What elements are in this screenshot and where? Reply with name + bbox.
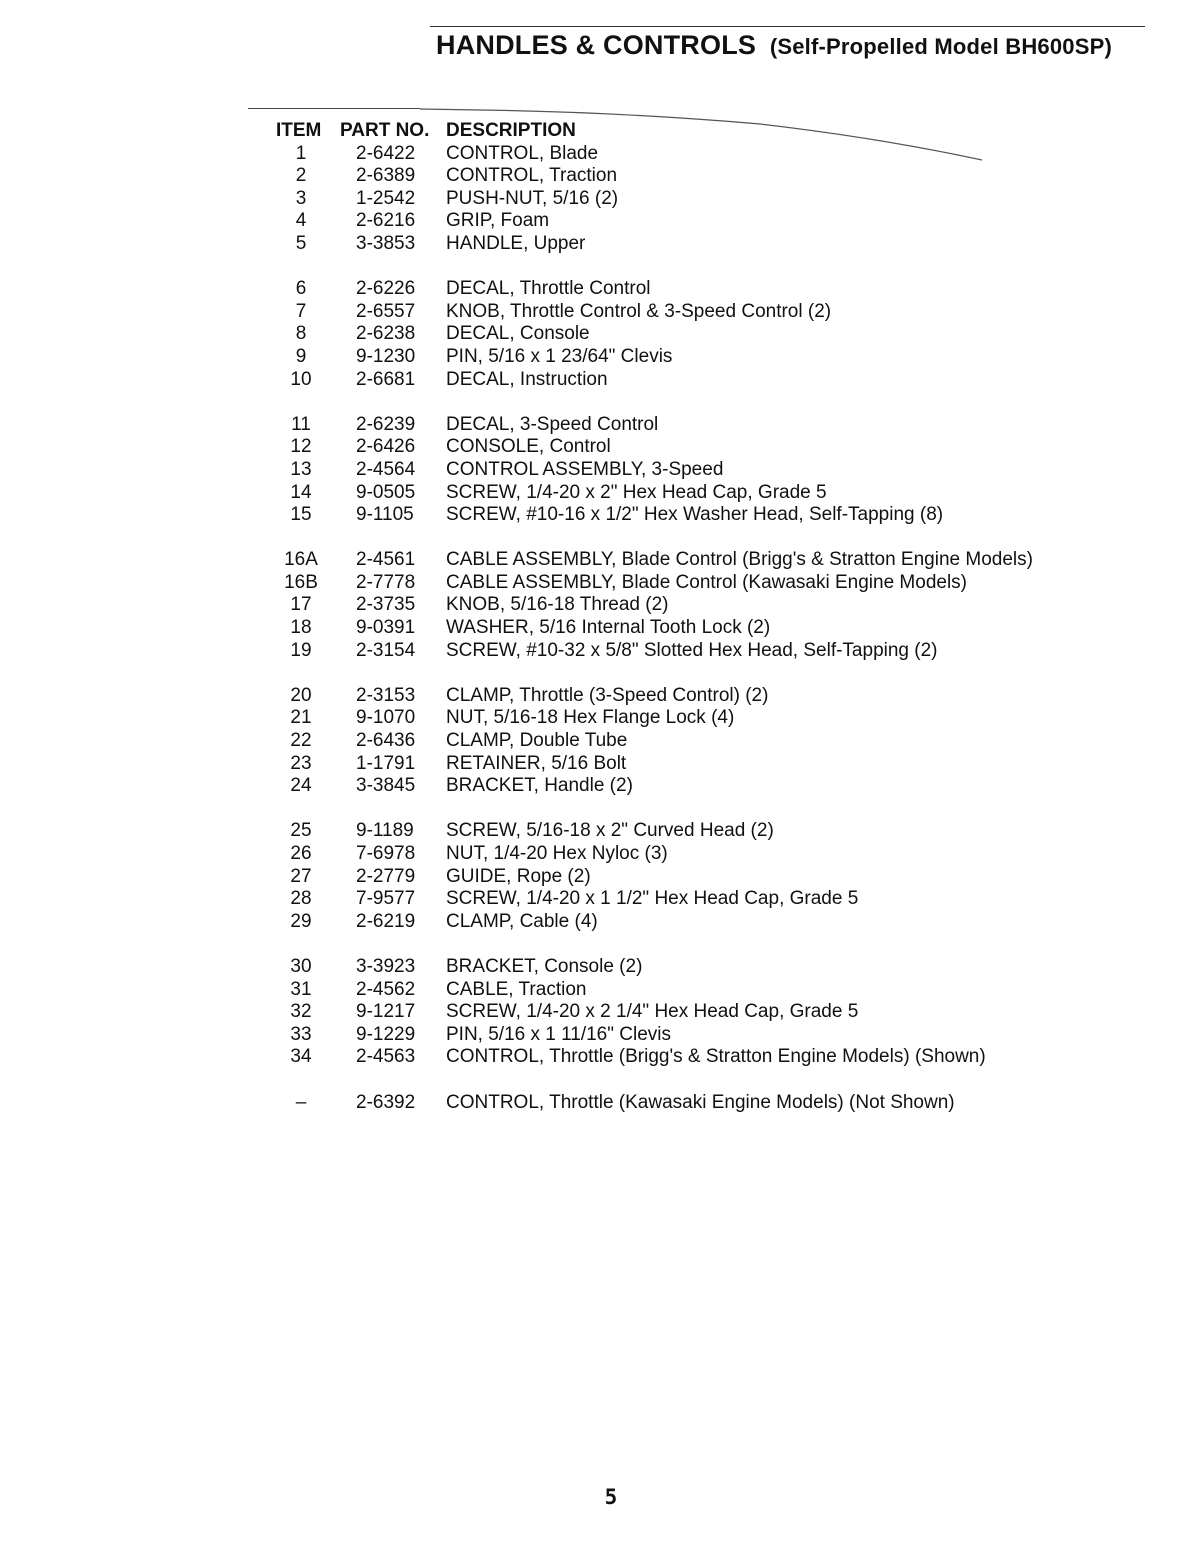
part-description: HANDLE, Upper [446, 232, 586, 254]
item-number: 3 [295, 187, 307, 209]
part-number: 7-6978 [356, 843, 416, 864]
table-row [270, 640, 1150, 663]
table-row [270, 1024, 1150, 1047]
part-description: RETAINER, 5/16 Bolt [446, 752, 627, 774]
item-number: 34 [290, 1046, 312, 1068]
item-number: 28 [290, 888, 312, 910]
table-row [270, 188, 1150, 211]
table-row [270, 233, 1150, 256]
part-number: 2-6226 [356, 278, 416, 300]
part-description: CONTROL, Traction [446, 165, 618, 187]
part-number: 2-6239 [356, 413, 416, 435]
item-number: 14 [290, 481, 312, 503]
table-row [270, 617, 1150, 640]
table-row [270, 346, 1150, 369]
part-description: BRACKET, Handle (2) [446, 775, 633, 797]
item-number: 18 [290, 617, 312, 639]
part-number: 3-3845 [356, 775, 416, 797]
part-number: 2-3154 [356, 639, 416, 661]
table-row [270, 504, 1150, 527]
part-description: KNOB, Throttle Control & 3-Speed Control (2) [446, 300, 832, 322]
item-number: 2 [295, 165, 307, 187]
table-row [270, 482, 1150, 505]
part-description: CLAMP, Double Tube [446, 730, 628, 752]
part-description: CABLE ASSEMBLY, Blade Control (Kawasaki Engine Models) [446, 571, 968, 593]
item-number: 22 [290, 730, 312, 752]
part-number: 2-6436 [356, 730, 416, 752]
item-number: 21 [290, 707, 312, 729]
part-description: SCREW, 1/4-20 x 2" Hex Head Cap, Grade 5 [446, 481, 827, 503]
table-row [270, 436, 1150, 459]
table-row [270, 459, 1150, 482]
part-number: 9-0391 [356, 617, 416, 639]
part-number: 2-6392 [356, 1091, 416, 1113]
part-description: NUT, 5/16-18 Hex Flange Lock (4) [446, 707, 735, 729]
part-number: 9-1189 [356, 820, 414, 842]
table-row [270, 775, 1150, 798]
part-number: 2-6681 [356, 368, 416, 390]
table-row [270, 979, 1150, 1002]
part-number: 2-6422 [356, 142, 416, 164]
table-row [270, 956, 1150, 979]
item-number: 17 [290, 594, 312, 616]
part-description: CONTROL, Throttle (Kawasaki Engine Models) (Not Shown) [446, 1091, 955, 1113]
part-number: 2-2779 [356, 865, 416, 887]
part-number: 2-6389 [356, 165, 416, 187]
title-subtitle: (Self-Propelled Model BH600SP) [769, 34, 1112, 59]
part-description: CONSOLE, Control [446, 436, 611, 458]
part-description: CLAMP, Throttle (3-Speed Control) (2) [446, 684, 769, 706]
part-number: 9-1070 [356, 707, 416, 729]
part-number: 9-0505 [356, 481, 416, 503]
item-number: 32 [290, 1001, 312, 1023]
part-description: CLAMP, Cable (4) [446, 910, 598, 932]
part-number: 2-4564 [356, 458, 416, 480]
column-header-description: DESCRIPTION [446, 120, 576, 141]
part-number: 9-1105 [356, 504, 414, 526]
part-number: 2-6557 [356, 300, 416, 322]
item-number: 11 [291, 413, 311, 435]
item-number: 19 [290, 639, 312, 661]
item-number: 26 [290, 843, 312, 864]
table-row [270, 1046, 1150, 1069]
item-number: 12 [290, 436, 312, 458]
item-number: 15 [290, 504, 312, 526]
part-description: DECAL, Instruction [446, 368, 608, 390]
table-row [270, 685, 1150, 708]
part-number: 2-4563 [356, 1046, 416, 1068]
part-description: SCREW, 1/4-20 x 2 1/4" Hex Head Cap, Grade 5 [446, 1001, 859, 1023]
table-row [270, 549, 1150, 572]
part-description: KNOB, 5/16-18 Thread (2) [446, 594, 669, 616]
part-description: WASHER, 5/16 Internal Tooth Lock (2) [446, 617, 771, 639]
table-row [270, 888, 1150, 911]
item-number: 7 [295, 300, 307, 322]
item-number: 1 [295, 142, 307, 164]
part-description: SCREW, 5/16-18 x 2" Curved Head (2) [446, 820, 774, 842]
item-number: 31 [290, 978, 312, 1000]
column-header-part-no: PART NO. [340, 120, 430, 141]
table-row [270, 594, 1150, 617]
item-number: 25 [290, 820, 312, 842]
part-number: 3-3853 [356, 232, 416, 254]
part-description: GRIP, Foam [446, 210, 550, 232]
table-row [270, 843, 1150, 866]
table-row [270, 143, 1150, 166]
table-row [270, 210, 1150, 233]
table-row [270, 1001, 1150, 1024]
table-row [270, 278, 1150, 301]
item-number: 24 [290, 775, 312, 797]
part-description: CABLE ASSEMBLY, Blade Control (Brigg's & Stratton Engine Models) [446, 549, 1033, 571]
item-number: 8 [295, 323, 307, 345]
table-row [270, 866, 1150, 889]
item-number: 5 [295, 232, 307, 254]
part-number: 2-4561 [356, 549, 416, 571]
item-number: 23 [290, 752, 312, 774]
table-row [270, 572, 1150, 595]
table-header [270, 120, 1150, 143]
part-number: 2-6426 [356, 436, 416, 458]
part-number: 3-3923 [356, 955, 416, 977]
part-description: DECAL, 3-Speed Control [446, 413, 659, 435]
item-number: 33 [290, 1023, 312, 1045]
part-description: PUSH-NUT, 5/16 (2) [446, 187, 619, 209]
part-number: 7-9577 [356, 888, 416, 910]
item-number: 9 [295, 345, 307, 367]
item-number: 20 [290, 684, 312, 706]
column-header-item: ITEM [276, 120, 322, 141]
part-description: SCREW, #10-32 x 5/8" Slotted Hex Head, Self-Tapping (2) [446, 639, 938, 661]
item-number: 27 [290, 865, 312, 887]
part-number: 9-1217 [356, 1001, 416, 1023]
table-body [270, 143, 1150, 1115]
part-number: 2-6238 [356, 323, 416, 345]
part-number: 2-7778 [356, 571, 416, 593]
part-number: 1-2542 [356, 187, 416, 209]
part-description: PIN, 5/16 x 1 23/64" Clevis [446, 345, 673, 367]
part-description: GUIDE, Rope (2) [446, 865, 591, 887]
part-description: PIN, 5/16 x 1 11/16" Clevis [446, 1023, 672, 1045]
page-number: 5 [604, 1485, 618, 1509]
item-number: 13 [290, 458, 312, 480]
table-row [270, 707, 1150, 730]
table-row [270, 753, 1150, 776]
part-description: SCREW, 1/4-20 x 1 1/2" Hex Head Cap, Grade 5 [446, 888, 859, 910]
table-row [270, 1092, 1150, 1115]
part-description: CONTROL, Blade [446, 142, 599, 164]
part-description: CONTROL, Throttle (Brigg's & Stratton Engine Models) (Shown) [446, 1046, 986, 1068]
table-row [270, 911, 1150, 934]
title-main: HANDLES & CONTROLS [436, 30, 757, 60]
part-number: 2-3735 [356, 594, 416, 616]
item-number: 6 [295, 278, 307, 300]
table-row [270, 369, 1150, 392]
table-row [270, 820, 1150, 843]
part-number: 1-1791 [356, 752, 416, 774]
item-number: 30 [290, 955, 312, 977]
item-number: 10 [290, 368, 312, 390]
table-row [270, 301, 1150, 324]
item-number: 29 [290, 910, 312, 932]
item-number: 4 [295, 210, 307, 232]
part-number: 2-4562 [356, 978, 416, 1000]
table-row [270, 323, 1150, 346]
part-number: 9-1230 [356, 345, 416, 367]
table-row [270, 730, 1150, 753]
item-number: 16A [284, 549, 318, 571]
part-description: NUT, 1/4-20 Hex Nyloc (3) [446, 843, 668, 864]
part-description: SCREW, #10-16 x 1/2" Hex Washer Head, Self-Tapping (8) [446, 504, 944, 526]
part-description: CONTROL ASSEMBLY, 3-Speed [446, 458, 724, 480]
table-row [270, 414, 1150, 437]
part-number: 2-6216 [356, 210, 416, 232]
parts-table [270, 120, 1150, 1114]
part-description: BRACKET, Console (2) [446, 955, 643, 977]
table-row [270, 165, 1150, 188]
part-description: DECAL, Console [446, 323, 590, 345]
part-number: 2-6219 [356, 910, 416, 932]
part-description: CABLE, Traction [446, 978, 587, 1000]
part-number: 2-3153 [356, 684, 416, 706]
part-description: DECAL, Throttle Control [446, 278, 651, 300]
item-number: 16B [284, 571, 318, 593]
part-number: 9-1229 [356, 1023, 416, 1045]
item-number: – [295, 1091, 307, 1113]
